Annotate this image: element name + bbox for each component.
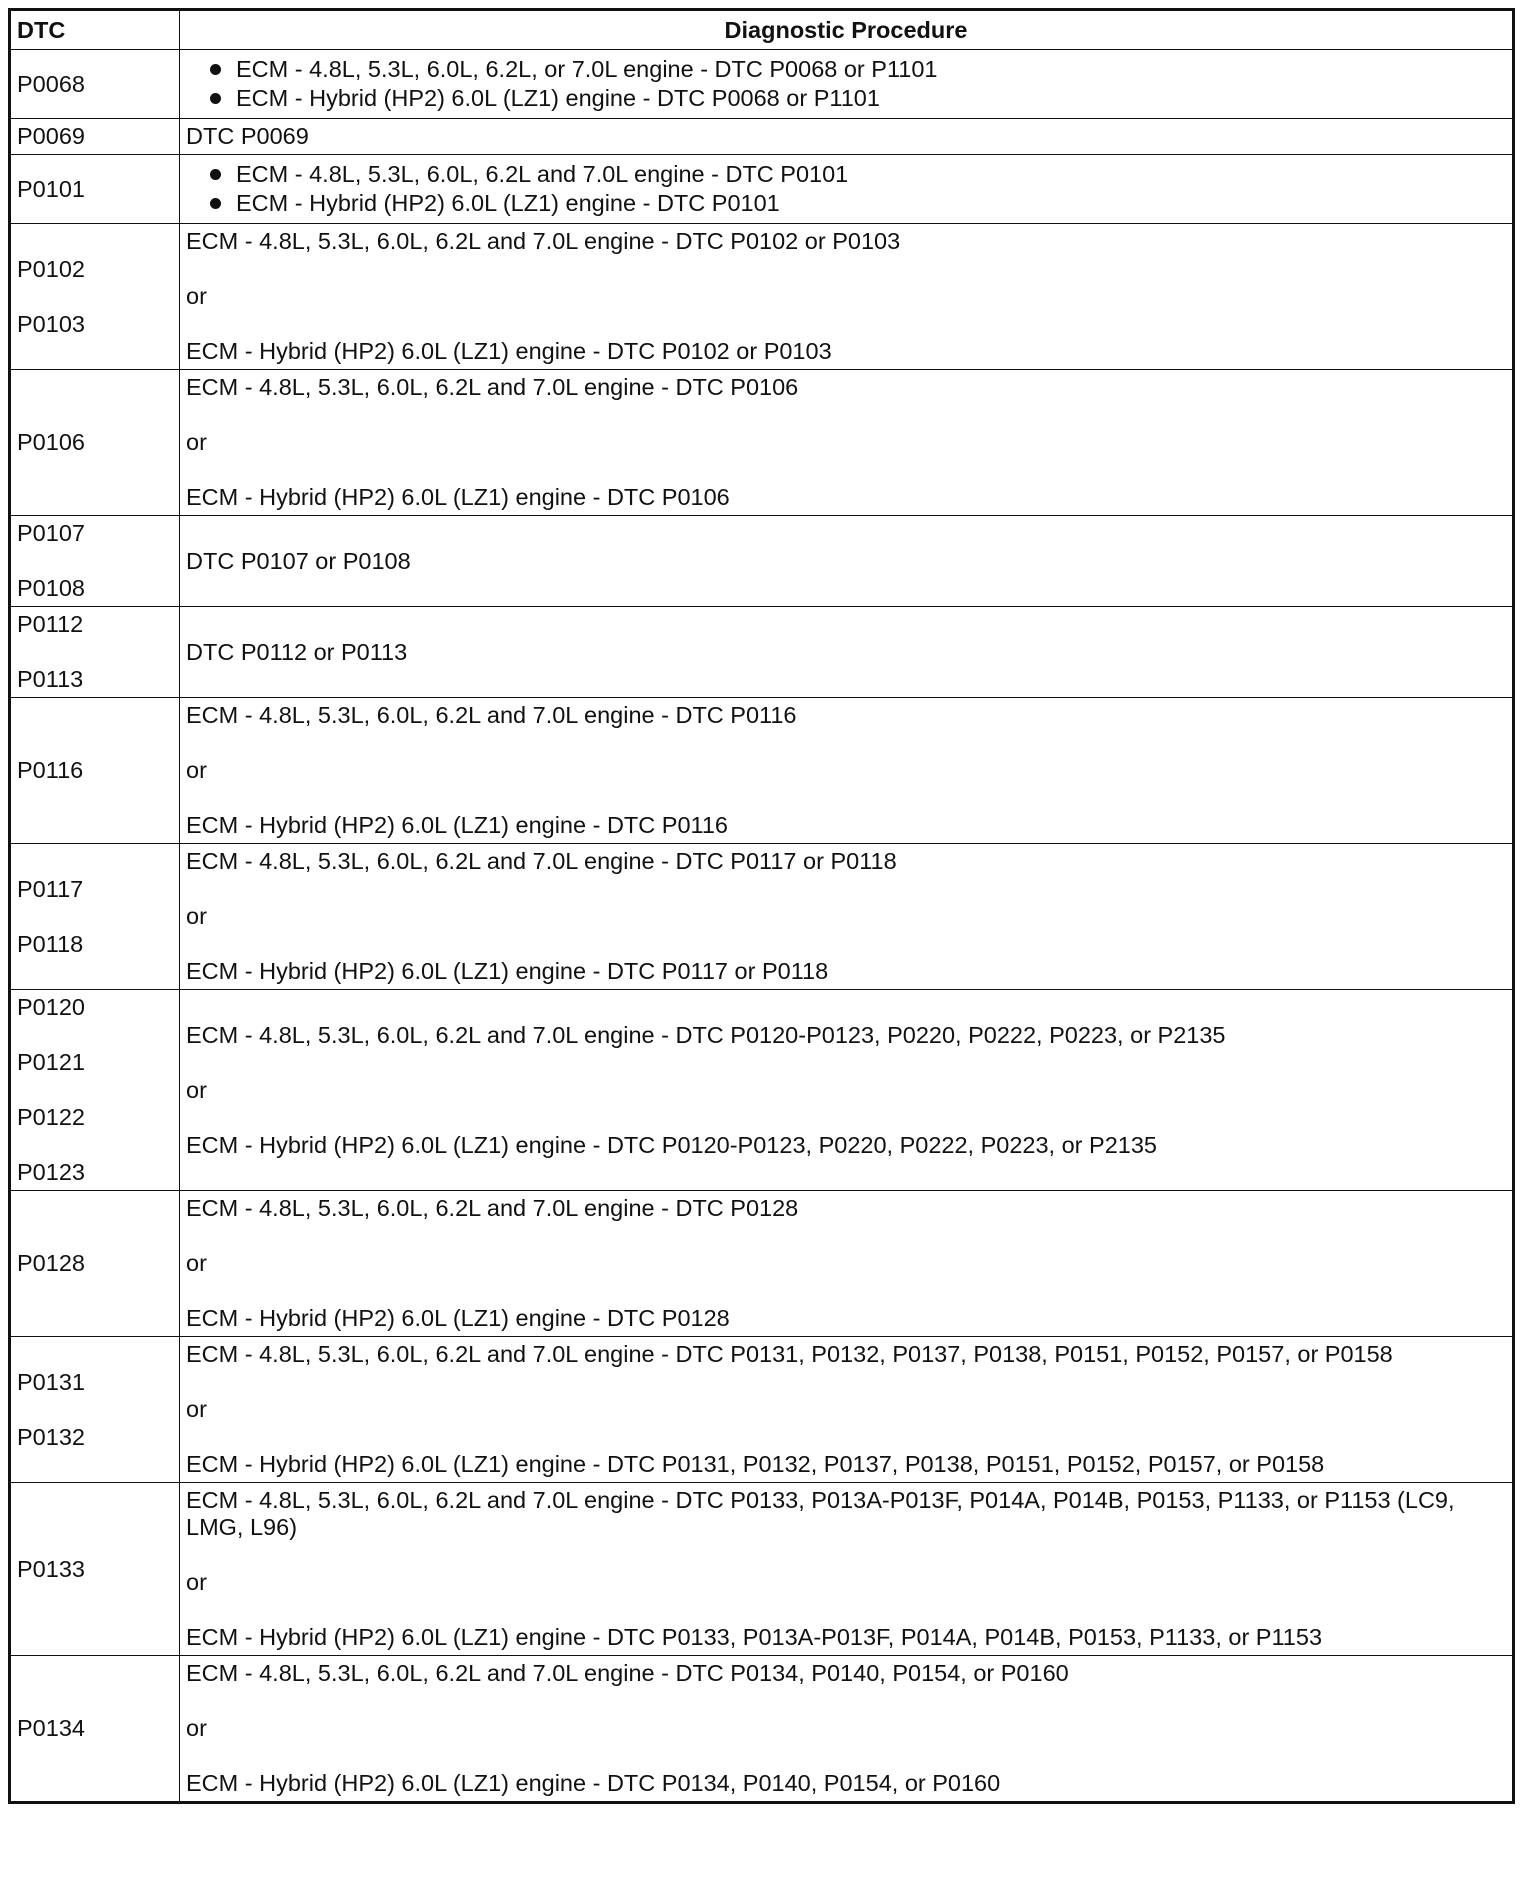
dtc-cell: [10, 1656, 180, 1803]
dtc-code: P0116: [17, 757, 84, 783]
bullet-dot-icon: [210, 169, 221, 180]
dtc-code: P0108: [17, 575, 85, 601]
dtc-procedure-table: [8, 8, 1515, 1804]
dtc-code: P0117: [17, 875, 84, 902]
procedure-text: ECM - Hybrid (HP2) 6.0L (LZ1) engine - DTC P0131, P0132, P0137, P0138, P0151, P0152, P0157, or P0158: [186, 1451, 1325, 1477]
dtc-code: P0128: [17, 1250, 85, 1276]
procedure-text: DTC P0069: [186, 123, 309, 149]
bullet-dot-icon: [210, 64, 221, 75]
procedure-cell: [180, 1191, 1514, 1337]
dtc-cell: [10, 50, 180, 119]
procedure-bullet-item: [208, 190, 1506, 217]
dtc-code: P0123: [17, 1159, 85, 1185]
procedure-text: ECM - 4.8L, 5.3L, 6.0L, 6.2L and 7.0L engine - DTC P0117 or P0118: [186, 848, 897, 874]
dtc-cell: [10, 370, 180, 516]
procedure-text: ECM - 4.8L, 5.3L, 6.0L, 6.2L and 7.0L engine - DTC P0116: [186, 702, 797, 728]
procedure-text: DTC P0107 or P0108: [186, 547, 411, 574]
table-row: [10, 1191, 1514, 1337]
procedure-link-text: ECM - 4.8L, 5.3L, 6.0L, 6.2L and 7.0L engine - DTC P0101: [236, 161, 849, 187]
table-row: [10, 698, 1514, 844]
dtc-code: P0133: [17, 1555, 85, 1582]
procedure-or-separator: or: [186, 757, 207, 783]
procedure-or-separator: or: [186, 429, 207, 455]
procedure-cell: [180, 50, 1514, 119]
bullet-dot-icon: [210, 93, 221, 104]
procedure-text: ECM - Hybrid (HP2) 6.0L (LZ1) engine - DTC P0102 or P0103: [186, 338, 832, 364]
dtc-cell: [10, 224, 180, 370]
procedure-cell: [180, 844, 1514, 990]
dtc-cell: [10, 119, 180, 155]
procedure-text: ECM - Hybrid (HP2) 6.0L (LZ1) engine - DTC P0116: [186, 812, 728, 838]
procedure-cell: [180, 224, 1514, 370]
dtc-cell: [10, 990, 180, 1191]
procedure-cell: [180, 1337, 1514, 1483]
procedure-or-separator: or: [186, 283, 207, 309]
procedure-text: ECM - 4.8L, 5.3L, 6.0L, 6.2L and 7.0L engine - DTC P0128: [186, 1195, 799, 1221]
procedure-or-separator: or: [186, 1715, 207, 1741]
dtc-code: P0118: [17, 930, 84, 957]
procedure-text: ECM - Hybrid (HP2) 6.0L (LZ1) engine - DTC P0117 or P0118: [186, 958, 829, 984]
procedure-text: ECM - Hybrid (HP2) 6.0L (LZ1) engine - DTC P0133, P013A-P013F, P014A, P014B, P0153, P1133, or P1153: [186, 1624, 1323, 1650]
procedure-bullet-item: [208, 85, 1506, 112]
procedure-cell: [180, 516, 1514, 607]
procedure-or-separator: or: [186, 1076, 207, 1103]
header-row: [10, 10, 1514, 50]
dtc-cell: [10, 155, 180, 224]
procedure-text: ECM - 4.8L, 5.3L, 6.0L, 6.2L and 7.0L engine - DTC P0131, P0132, P0137, P0138, P0151, P0152, P0157, or P0158: [186, 1341, 1393, 1367]
procedure-bullet-item: [208, 161, 1506, 188]
dtc-cell: [10, 844, 180, 990]
dtc-code: P0107: [17, 520, 85, 546]
table-row: [10, 50, 1514, 119]
dtc-cell: [10, 1337, 180, 1483]
procedure-cell: [180, 370, 1514, 516]
dtc-code: P0103: [17, 310, 85, 337]
procedure-cell: [180, 990, 1514, 1191]
table-row: [10, 224, 1514, 370]
table-row: [10, 990, 1514, 1191]
dtc-cell: [10, 698, 180, 844]
table-row: [10, 1483, 1514, 1656]
procedure-text: ECM - Hybrid (HP2) 6.0L (LZ1) engine - DTC P0134, P0140, P0154, or P0160: [186, 1770, 1001, 1796]
table-body: [10, 50, 1514, 1803]
dtc-code: P0134: [17, 1715, 85, 1741]
dtc-code: P0120: [17, 994, 85, 1020]
procedure-column-header: Diagnostic Procedure: [180, 10, 1514, 50]
procedure-cell: [180, 119, 1514, 155]
dtc-code: P0112: [17, 611, 84, 637]
procedure-text: ECM - 4.8L, 5.3L, 6.0L, 6.2L and 7.0L engine - DTC P0133, P013A-P013F, P014A, P014B, P0153, P1133, or P1153 (LC9, LMG, L96): [186, 1487, 1455, 1540]
bullet-dot-icon: [210, 198, 221, 209]
dtc-cell: [10, 516, 180, 607]
procedure-cell: [180, 1656, 1514, 1803]
dtc-cell: [10, 1483, 180, 1656]
procedure-link-text: ECM - Hybrid (HP2) 6.0L (LZ1) engine - DTC P0068 or P1101: [236, 85, 880, 111]
procedure-text: ECM - 4.8L, 5.3L, 6.0L, 6.2L and 7.0L engine - DTC P0102 or P0103: [186, 228, 901, 254]
dtc-code: P0121: [17, 1049, 85, 1075]
dtc-code: P0132: [17, 1423, 85, 1450]
procedure-text: ECM - 4.8L, 5.3L, 6.0L, 6.2L and 7.0L engine - DTC P0120-P0123, P0220, P0222, P0223, or P2135: [186, 1021, 1226, 1048]
table-row: [10, 516, 1514, 607]
procedure-link-text: ECM - Hybrid (HP2) 6.0L (LZ1) engine - DTC P0101: [236, 190, 780, 216]
dtc-code: P0106: [17, 429, 85, 455]
dtc-code: P0102: [17, 255, 85, 282]
procedure-bullet-list: [186, 56, 1506, 112]
procedure-text: ECM - Hybrid (HP2) 6.0L (LZ1) engine - DTC P0106: [186, 484, 730, 510]
procedure-or-separator: or: [186, 903, 207, 929]
table-header: [10, 10, 1514, 50]
procedure-bullet-item: [208, 56, 1506, 83]
dtc-column-header: DTC: [10, 10, 180, 50]
procedure-cell: [180, 1483, 1514, 1656]
procedure-or-separator: or: [186, 1569, 207, 1595]
table-row: [10, 1656, 1514, 1803]
procedure-text: ECM - Hybrid (HP2) 6.0L (LZ1) engine - DTC P0120-P0123, P0220, P0222, P0223, or P2135: [186, 1131, 1157, 1158]
table-row: [10, 370, 1514, 516]
table-row: [10, 844, 1514, 990]
procedure-bullet-list: [186, 161, 1506, 217]
table-row: [10, 1337, 1514, 1483]
procedure-text: ECM - 4.8L, 5.3L, 6.0L, 6.2L and 7.0L engine - DTC P0106: [186, 374, 799, 400]
dtc-cell: [10, 1191, 180, 1337]
dtc-code: P0113: [17, 666, 84, 692]
procedure-or-separator: or: [186, 1250, 207, 1276]
procedure-or-separator: or: [186, 1396, 207, 1422]
table-row: [10, 155, 1514, 224]
dtc-cell: [10, 607, 180, 698]
procedure-cell: [180, 155, 1514, 224]
dtc-code: P0068: [17, 70, 85, 97]
procedure-cell: [180, 698, 1514, 844]
table-row: [10, 607, 1514, 698]
procedure-text: ECM - Hybrid (HP2) 6.0L (LZ1) engine - DTC P0128: [186, 1305, 730, 1331]
procedure-text: DTC P0112 or P0113: [186, 638, 408, 665]
procedure-cell: [180, 607, 1514, 698]
dtc-code: P0131: [17, 1368, 85, 1395]
dtc-code: P0101: [17, 175, 85, 202]
procedure-text: ECM - 4.8L, 5.3L, 6.0L, 6.2L and 7.0L engine - DTC P0134, P0140, P0154, or P0160: [186, 1660, 1069, 1686]
dtc-code: P0069: [17, 123, 85, 149]
table-row: [10, 119, 1514, 155]
dtc-code: P0122: [17, 1104, 85, 1130]
procedure-link-text: ECM - 4.8L, 5.3L, 6.0L, 6.2L, or 7.0L engine - DTC P0068 or P1101: [236, 56, 938, 82]
